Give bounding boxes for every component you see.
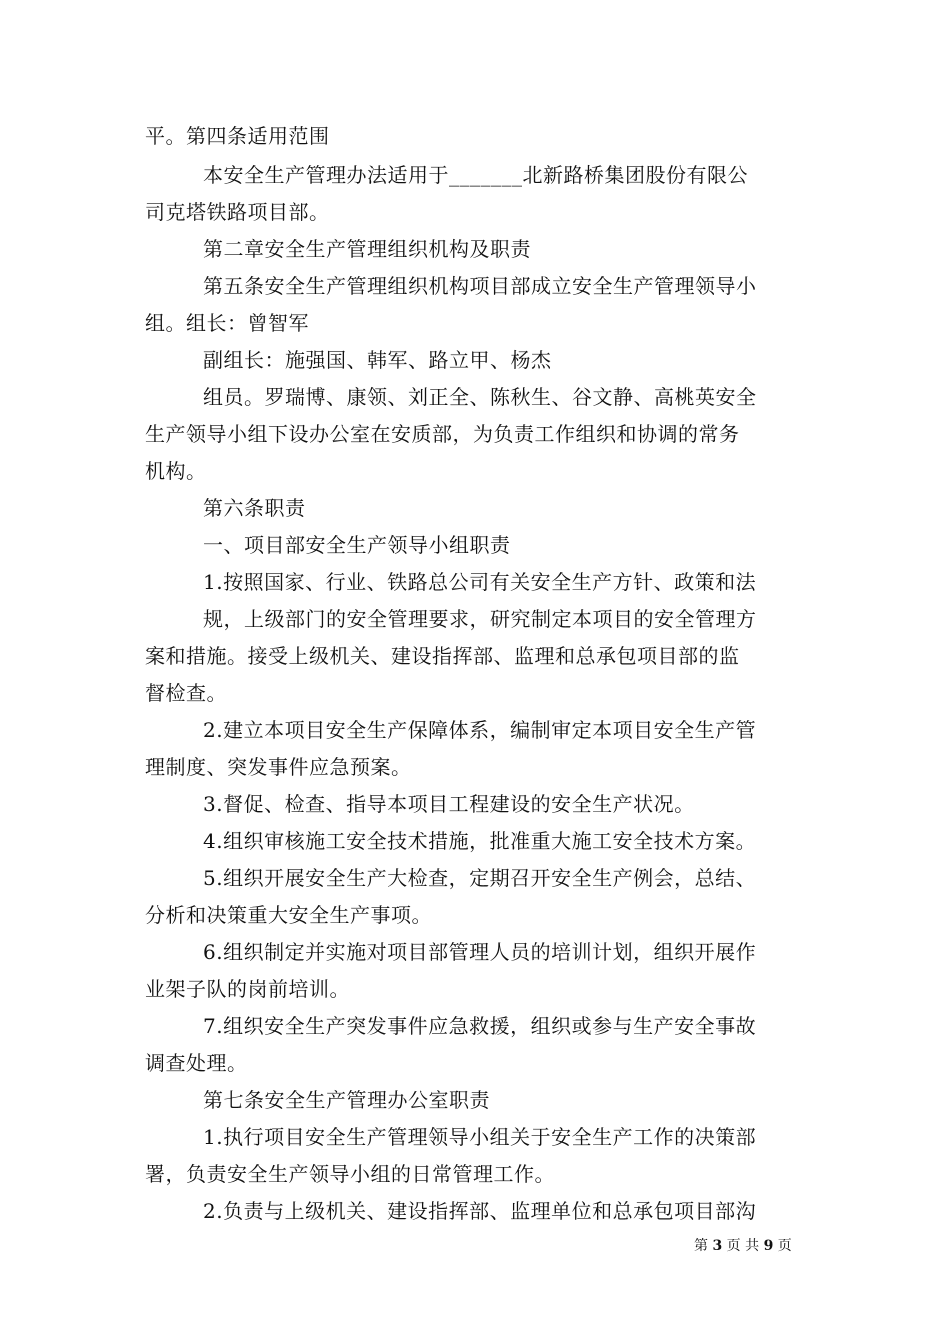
text-line: 第六条职责 [203, 496, 306, 520]
text-line: 1.执行项目安全生产管理领导小组关于安全生产工作的决策部 [203, 1125, 757, 1149]
section-heading: 第二章安全生产管理组织机构及职责 [203, 237, 531, 261]
text-line: 7.组织安全生产突发事件应急救援，组织或参与生产安全事故 [203, 1014, 757, 1038]
text-line: 1.按照国家、行业、铁路总公司有关安全生产方针、政策和法 [203, 570, 757, 594]
text-line: 第五条安全生产管理组织机构项目部成立安全生产管理领导小 [203, 274, 757, 298]
text-line: 生产领导小组下设办公室在安质部，为负责工作组织和协调的常务 [145, 422, 740, 446]
text-line: 4.组织审核施工安全技术措施，批准重大施工安全技术方案。 [203, 829, 757, 853]
text-line: 第七条安全生产管理办公室职责 [203, 1088, 490, 1112]
page-footer [694, 1236, 792, 1256]
text-line: 署，负责安全生产领导小组的日常管理工作。 [145, 1162, 555, 1186]
text-line: 2.负责与上级机关、建设指挥部、监理单位和总承包项目部沟 [203, 1199, 757, 1223]
text-line: 副组长：施强国、韩军、路立甲、杨杰 [203, 348, 552, 372]
text-line: 督检查。 [145, 681, 227, 705]
text-line: 司克塔铁路项目部。 [145, 200, 330, 224]
text-line: 2.建立本项目安全生产保障体系，编制审定本项目安全生产管 [203, 718, 757, 742]
current-page-number: 3 [712, 1238, 723, 1254]
text-line: 本安全生产管理办法适用于_______北新路桥集团股份有限公 [203, 163, 748, 187]
text-line: 分析和决策重大安全生产事项。 [145, 903, 432, 927]
text-line: 5.组织开展安全生产大检查，定期召开安全生产例会，总结、 [203, 866, 757, 890]
total-page-number: 9 [763, 1238, 774, 1254]
footer-suffix: 页 [777, 1238, 792, 1254]
text-line: 组员。罗瑞博、康领、刘正全、陈秋生、谷文静、高桃英安全 [203, 385, 757, 409]
text-line: 规，上级部门的安全管理要求，研究制定本项目的安全管理方 [203, 607, 757, 631]
footer-prefix: 第 [694, 1238, 708, 1254]
text-line: 一、项目部安全生产领导小组职责 [203, 533, 511, 557]
text-line: 6.组织制定并实施对项目部管理人员的培训计划，组织开展作 [203, 940, 757, 964]
text-line: 平。第四条适用范围 [145, 124, 330, 148]
text-line: 业架子队的岗前培训。 [145, 977, 350, 1001]
text-line: 3.督促、检查、指导本项目工程建设的安全生产状况。 [203, 792, 695, 816]
text-line: 理制度、突发事件应急预案。 [145, 755, 412, 779]
footer-middle: 页 共 [726, 1238, 760, 1254]
text-line: 案和措施。接受上级机关、建设指挥部、监理和总承包项目部的监 [145, 644, 740, 668]
text-line: 机构。 [145, 459, 207, 483]
text-line: 调查处理。 [145, 1051, 248, 1075]
text-line: 组。组长：曾智军 [145, 311, 309, 335]
